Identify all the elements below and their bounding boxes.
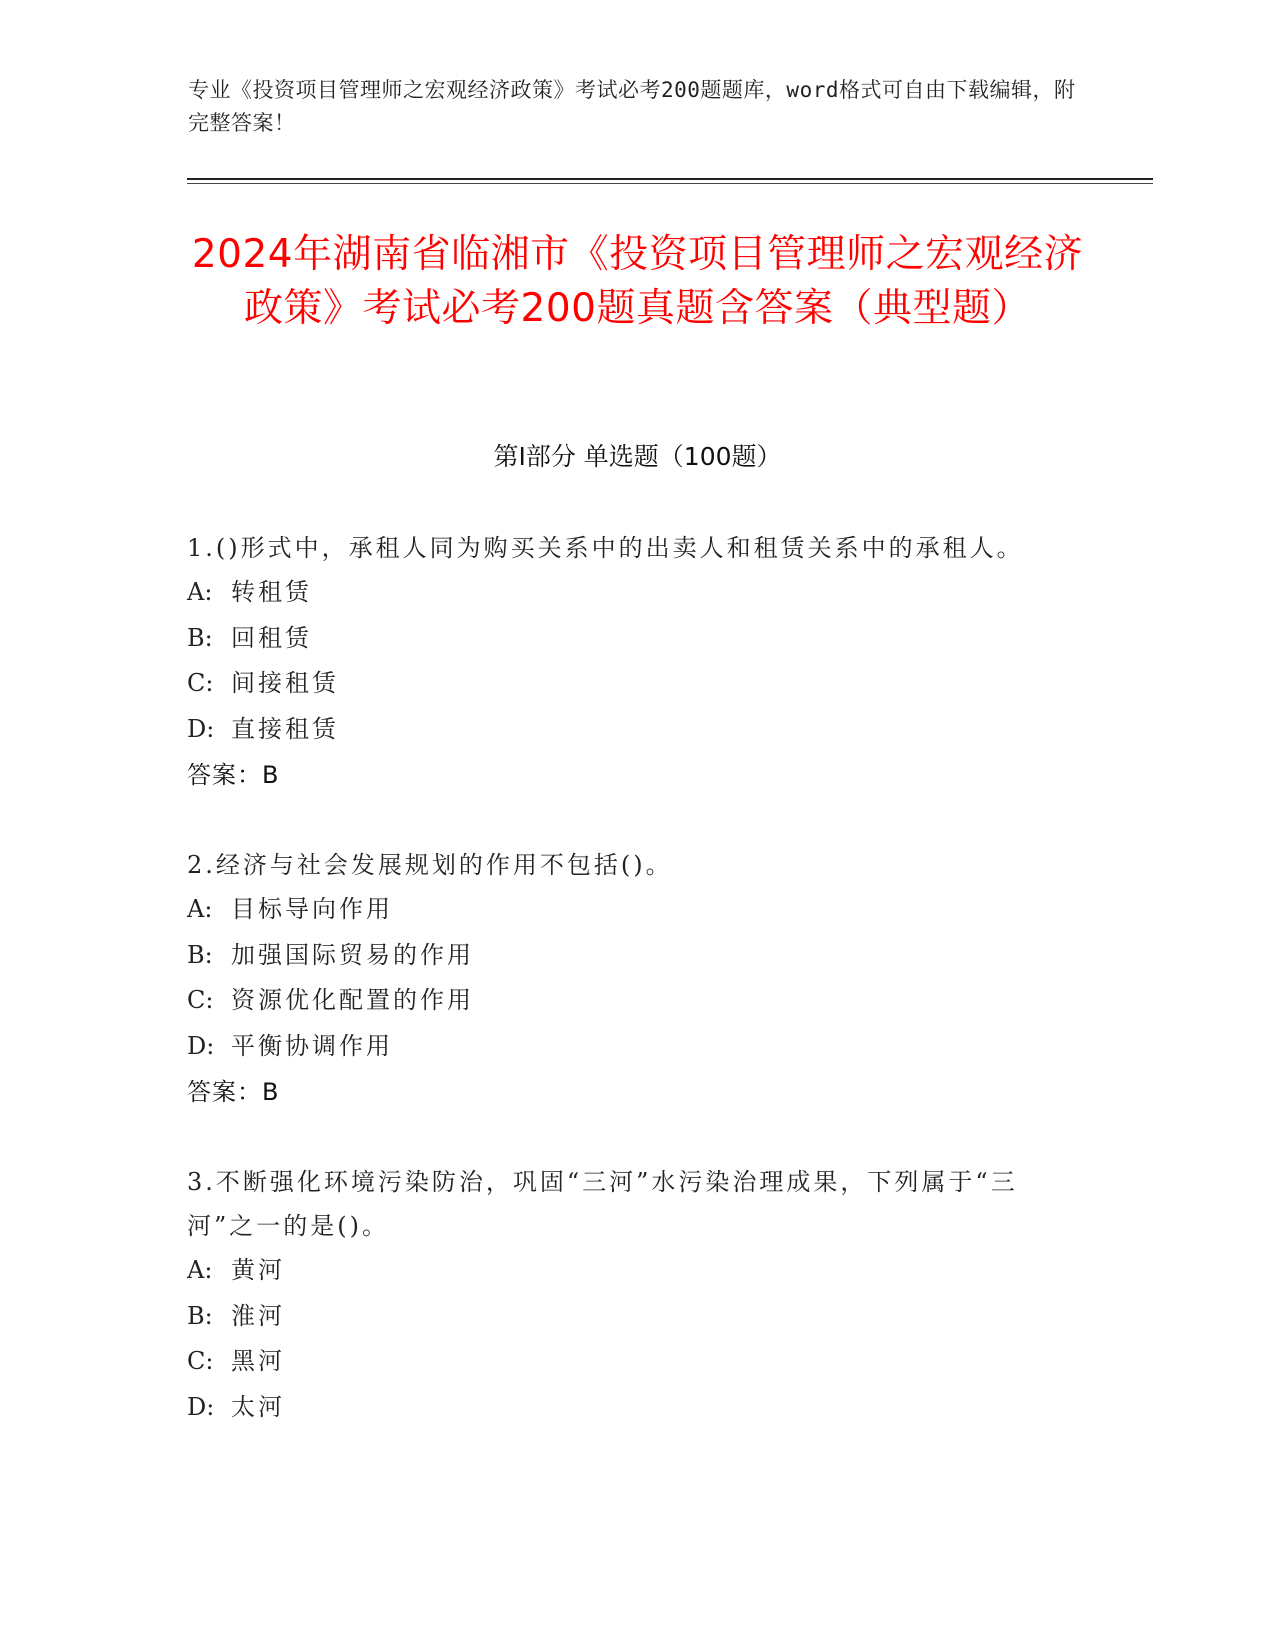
document-title: 2024年湖南省临湘市《投资项目管理师之宏观经济政策》考试必考200题真题含答案（典型题）	[191, 232, 1084, 331]
option-d	[187, 1024, 1067, 1070]
question-stem: 3.不断强化环境污染防治，巩固“三河”水污染治理成果，下列属于“三河”之一的是()。	[187, 1168, 1018, 1240]
question-3	[187, 1160, 1067, 1430]
header-divider-thin	[187, 183, 1153, 184]
option-text: 资源优化配置的作用	[231, 986, 474, 1014]
option-letter: A:	[187, 895, 213, 923]
option-b	[187, 1294, 1067, 1340]
option-letter: B:	[187, 1301, 213, 1330]
option-c	[187, 661, 1067, 707]
option-letter: D:	[187, 1392, 215, 1421]
header-note: 专业《投资项目管理师之宏观经济政策》考试必考200题题库，word格式可自由下载编辑，附完整答案！	[188, 78, 1076, 135]
option-text: 转租赁	[231, 578, 312, 606]
option-text: 回租赁	[231, 623, 312, 652]
option-a	[187, 1248, 1067, 1294]
option-letter: B:	[187, 940, 213, 969]
option-text: 目标导向作用	[231, 895, 393, 923]
header-divider-thick	[187, 178, 1153, 180]
option-text: 黄河	[231, 1256, 285, 1284]
option-text: 黑河	[231, 1347, 285, 1375]
question-1	[187, 526, 1067, 798]
question-stem: 1.()形式中，承租人同为购买关系中的出卖人和租赁关系中的承租人。	[187, 534, 1024, 562]
option-letter: C:	[187, 986, 214, 1014]
option-letter: C:	[187, 669, 214, 697]
answer-label: 答案：B	[187, 761, 280, 789]
option-c	[187, 1339, 1067, 1385]
question-2	[187, 843, 1067, 1115]
question-spacer	[187, 1115, 1067, 1160]
option-letter: A:	[187, 1256, 213, 1284]
answer-label: 答案：B	[187, 1078, 280, 1106]
option-a	[187, 570, 1067, 616]
question-stem: 2.经济与社会发展规划的作用不包括()。	[187, 851, 673, 879]
option-text: 加强国际贸易的作用	[231, 940, 474, 969]
option-text: 间接租赁	[231, 669, 339, 697]
option-letter: A:	[187, 578, 213, 606]
option-letter: C:	[187, 1347, 214, 1375]
option-d	[187, 707, 1067, 753]
section-heading: 第I部分 单选题（100题）	[493, 442, 782, 471]
option-text: 直接租赁	[231, 714, 339, 743]
option-letter: D:	[187, 714, 215, 743]
option-letter: B:	[187, 623, 213, 652]
question-list	[187, 526, 1067, 1430]
option-text: 淮河	[231, 1301, 285, 1330]
option-text: 平衡协调作用	[231, 1031, 393, 1060]
option-d	[187, 1385, 1067, 1431]
option-b	[187, 933, 1067, 979]
option-c	[187, 978, 1067, 1024]
option-letter: D:	[187, 1031, 215, 1060]
option-b	[187, 616, 1067, 662]
option-text: 太河	[231, 1392, 285, 1421]
question-spacer	[187, 798, 1067, 843]
option-a	[187, 887, 1067, 933]
